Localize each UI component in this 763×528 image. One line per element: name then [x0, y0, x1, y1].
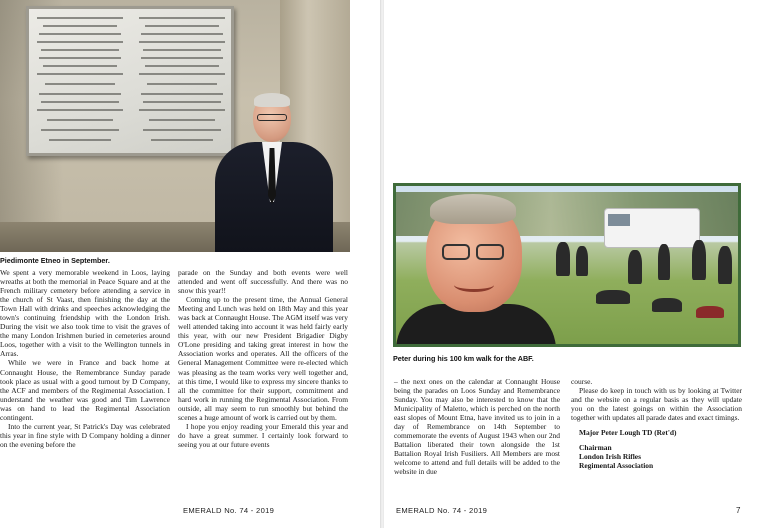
plaque-text-line [43, 25, 117, 27]
plaque-text-line [41, 49, 119, 51]
signature-org-1: London Irish Rifles [579, 452, 641, 462]
walker-figure [692, 240, 706, 280]
plaque-text-line [139, 109, 225, 111]
plaque-text-line [143, 49, 221, 51]
footer-left: EMERALD No. 74 - 2019 [183, 506, 275, 515]
plaque-text-line [37, 41, 123, 43]
plaque-text-line [47, 119, 113, 121]
plaque-text-line [43, 65, 117, 67]
paragraph: Into the current year, St Patrick's Day was celebrated this year in fine style with D Company holding a dinner on the evening before the [0, 421, 170, 449]
plaque-text-line [41, 129, 119, 131]
left-page [0, 0, 380, 528]
plaque-text-line [143, 129, 221, 131]
plaque-text-line [139, 41, 225, 43]
walker-figure [658, 244, 670, 280]
memorial-plaque-photo [0, 0, 350, 252]
article-column-4 [571, 377, 742, 470]
walker-figure [576, 246, 588, 276]
paragraph: Coming up to the present time, the Annual General Meeting and Lunch was held on 18th May and this year was back at Connaught House. The AGM itself was very well attended taking into account it was held fairly early this year, with our new President Brigadier Digby O'Lone presiding and taking great interest in how the Association works and operates. All the officers of the General Management Committee were re-elected which was pleasing as the team works very well together and, at this time, I would like to express my sincere thanks to all the committee for their support, commitment and hard work in running the Regimental Association. From outside, all may seem to run smoothly but behind the scenes a huge amount of work is carried out by them. [178, 295, 348, 422]
photo-caption-right: Peter during his 100 km walk for the ABF. [393, 354, 534, 363]
selfie-photo [393, 183, 741, 347]
paragraph: parade on the Sunday and both events were well attended and went off successfully. And there was no snow this year!! [178, 268, 348, 296]
paragraph: I hope you enjoy reading your Emerald this year and do have a great summer. I certainly look forward to seeing you at our future events [178, 421, 348, 449]
man-glasses [257, 114, 287, 121]
resting-walker [652, 298, 682, 312]
plaque-text-line [49, 139, 111, 141]
page-gutter [380, 0, 384, 528]
man-hair [254, 93, 290, 107]
glasses-left-lens [442, 244, 470, 260]
plaque-text-line [139, 17, 225, 19]
plaque-text-line [141, 33, 223, 35]
footer-right: EMERALD No. 74 - 2019 [396, 506, 488, 515]
plaque-text-line [151, 139, 213, 141]
plaque-text-line [37, 17, 123, 19]
paragraph: – the next ones on the calendar at Connaught House being the parades on Loos Sunday and Remembrance Sunday. You may also be interested to know that the Municipality of Maletto, which is perched on the north east slopes of Mount Etna, have invited us to join in a day of Remembrance on 14th September to commemorate the events of August 1943 when our 2nd Battalion liberated their town alongside the 1st Battalion Royal Irish Fusiliers. All Members are most welcome to attend and full details will be added to the website in due [394, 377, 560, 477]
signature-name: Major Peter Lough TD (Ret'd) [579, 428, 677, 438]
paragraph: While we were in France and back home at Connaught House, the Remembrance Sunday parade took place as usual with a good turnout by D Company, the ACF and members of the Regimental Association. I understand the weather was good and Tim Lawrence was on hand to lead the Regimental Association contingent. [0, 358, 170, 422]
glasses-right-lens [476, 244, 504, 260]
plaque-text-line [141, 57, 223, 59]
plaque-text-line [39, 57, 121, 59]
backpack [696, 306, 724, 318]
plaque-text-line [39, 33, 121, 35]
article-column-3 [394, 377, 560, 477]
walker-figure [628, 250, 642, 284]
plaque-text-line [147, 83, 217, 85]
plaque-text-line [145, 25, 219, 27]
plaque-text-line [39, 93, 121, 95]
article-column-1 [0, 268, 170, 449]
signature-title: Chairman [579, 443, 612, 453]
plaque-text-line [139, 73, 225, 75]
walker-figure [718, 246, 732, 284]
plaque-text-line [145, 65, 219, 67]
paragraph: We spent a very memorable weekend in Loos, laying wreaths at both the memorial in Peace Square and at the French military cemetery before attending a service in the church of St Vaast, then finishing the day at the Town Hall with drinks and speeches acknowledging the town's continuing friendship with the London Irish. During the visit we also took time to visit the graves of the many London Irishmen buried in cemeteries around Loos, together with a visit to the Wellington tunnels in Arras. [0, 268, 170, 359]
photo-caption-left: Piedimonte Etneo in September. [0, 256, 110, 265]
plaque-text-line [41, 101, 119, 103]
walker-hair [430, 194, 516, 224]
van-window [608, 214, 630, 226]
plaque-text-line [149, 119, 215, 121]
plaque-text-line [143, 101, 221, 103]
memorial-plaque [26, 6, 234, 156]
page-number: 7 [736, 506, 741, 515]
paragraph: Please do keep in touch with us by looking at Twitter and the website on a regular basis as they will update you on the latest goings on within the Association together with updates all parade dates and exact timings. [571, 386, 742, 423]
walker-smile [454, 278, 494, 292]
plaque-text-line [141, 93, 223, 95]
article-column-2 [178, 268, 348, 449]
plaque-text-line [37, 73, 123, 75]
signature-org-2: Regimental Association [579, 461, 654, 471]
plaque-text-line [45, 83, 115, 85]
plaque-text-line [37, 109, 123, 111]
resting-walker [596, 290, 630, 304]
walker-figure [556, 242, 570, 276]
paragraph: course. [571, 377, 593, 386]
